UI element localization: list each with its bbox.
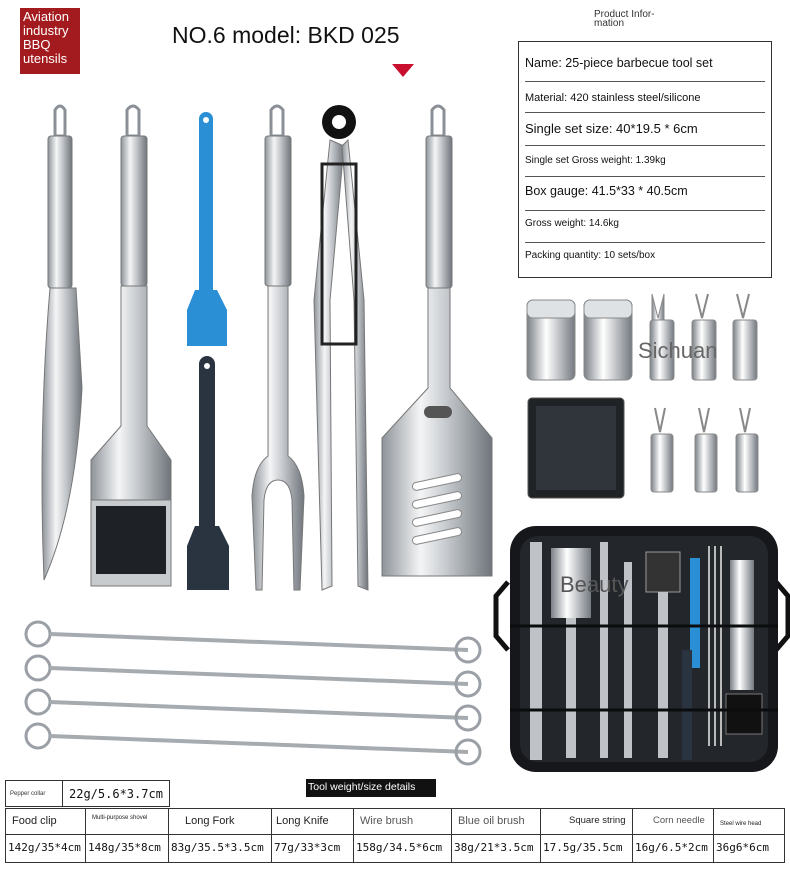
long-knife-image (42, 106, 82, 580)
header-square-string: Square string (540, 808, 633, 835)
wire-brush-image (91, 106, 171, 586)
watermark-sichuan: Sichuan (638, 338, 718, 363)
blue-oil-brush-image (187, 112, 227, 346)
food-clip-image (314, 105, 368, 590)
info-material: Material: 420 stainless steel/silicone (525, 92, 765, 113)
badge-line: BBQ (23, 37, 51, 52)
carrying-case-image (496, 526, 788, 772)
pepper-collar-header: Pepper collar (5, 780, 63, 807)
info-set-weight: Single set Gross weight: 1.39kg (525, 155, 765, 177)
header-wire-brush: Wire brush (353, 808, 452, 835)
header-long-knife: Long Knife (271, 808, 354, 835)
header-multi-purpose-shovel: Multi-purpose shovel (85, 808, 169, 835)
badge-line: industry (23, 23, 69, 38)
dark-oil-brush-image (187, 356, 229, 590)
value-square-string: 17.5g/35.5cm (540, 834, 633, 863)
pepper-collar-image (527, 300, 632, 380)
header-corn-needle: Corn needle (632, 808, 714, 835)
corn-needle-image (650, 294, 758, 492)
product-info-title: Product Infor-mation (594, 9, 655, 29)
header-blue-oil-brush: Blue oil brush (451, 808, 541, 835)
header-steel-wire-head: Steel wire head (713, 808, 785, 835)
watermark-beauty: Beauty (560, 572, 629, 597)
badge-line: utensils (23, 51, 68, 66)
info-packing: Packing quantity: 10 sets/box (525, 250, 656, 261)
value-long-fork: 83g/35.5*3.5cm (168, 834, 272, 863)
skewers-image (26, 622, 480, 764)
info-name: Name: 25-piece barbecue tool set (525, 56, 765, 82)
long-fork-image (252, 106, 304, 590)
value-blue-oil-brush: 38g/21*3.5cm (451, 834, 541, 863)
badge-line: Aviation (23, 9, 70, 24)
value-wire-brush: 158g/34.5*6cm (353, 834, 452, 863)
info-gross-weight: Gross weight: 14.6kg (525, 218, 765, 243)
header-food-clip: Food clip (5, 808, 86, 835)
value-long-knife: 77g/33*3cm (271, 834, 354, 863)
value-multi-purpose-shovel: 148g/35*8cm (85, 834, 169, 863)
value-corn-needle: 16g/6.5*2cm (632, 834, 714, 863)
info-size: Single set size: 40*19.5 * 6cm (525, 121, 765, 146)
header-long-fork: Long Fork (168, 808, 272, 835)
info-box-gauge: Box gauge: 41.5*33 * 40.5cm (525, 184, 765, 211)
steel-wire-head-image (528, 398, 624, 498)
model-title: NO.6 model: BKD 025 (172, 22, 400, 48)
pepper-collar-value: 22g/5.6*3.7cm (62, 780, 170, 807)
value-food-clip: 142g/35*4cm (5, 834, 86, 863)
weight-table-title: Tool weight/size details (306, 779, 436, 797)
value-steel-wire-head: 36g6*6cm (713, 834, 785, 863)
multi-purpose-shovel-image (382, 106, 492, 576)
